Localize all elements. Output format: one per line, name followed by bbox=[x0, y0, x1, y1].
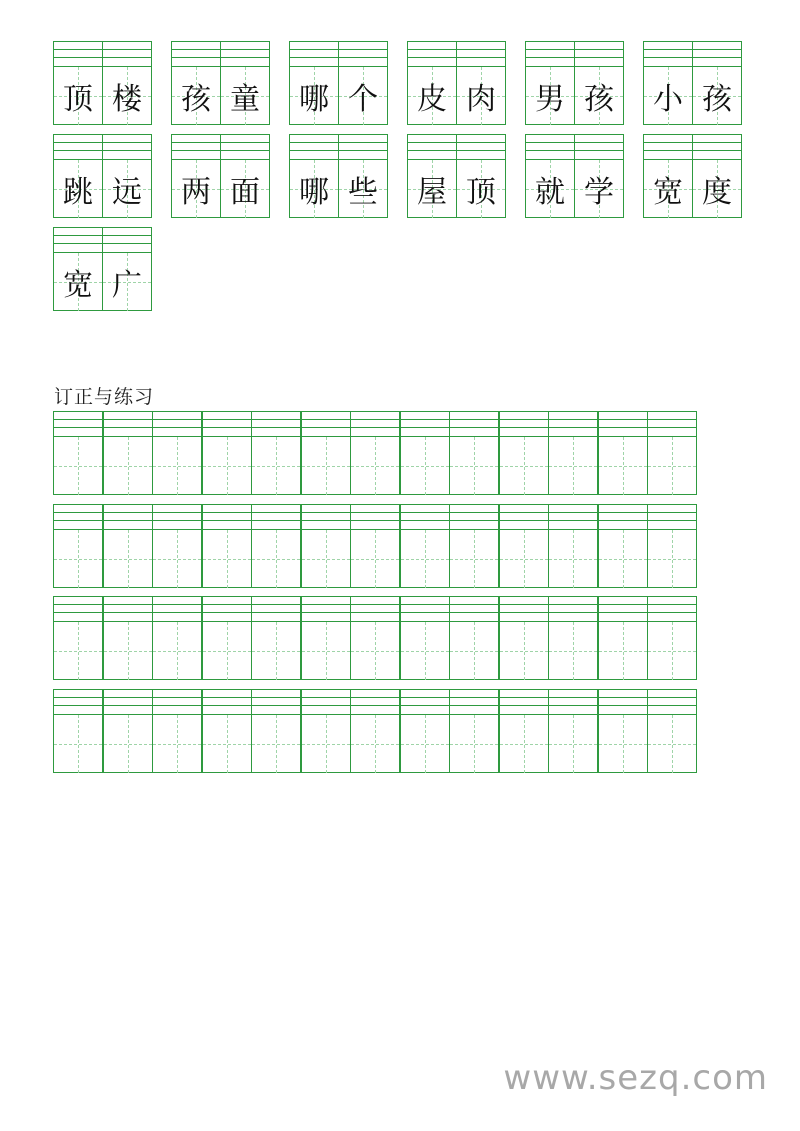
writing-cell[interactable] bbox=[548, 411, 598, 495]
practice-row bbox=[53, 596, 698, 680]
writing-cell bbox=[407, 41, 457, 125]
tianzige-guide bbox=[549, 530, 597, 588]
tianzige-guide bbox=[450, 530, 498, 588]
word-box bbox=[525, 41, 625, 125]
tianzige-guide bbox=[648, 437, 696, 495]
writing-cell[interactable] bbox=[53, 504, 103, 588]
pinyin-lines bbox=[104, 412, 152, 437]
writing-cell bbox=[102, 134, 152, 218]
word-box bbox=[525, 134, 625, 218]
practice-row bbox=[53, 689, 698, 773]
tianzige-guide bbox=[500, 530, 548, 588]
writing-cell[interactable] bbox=[499, 596, 549, 680]
pinyin-lines bbox=[401, 505, 449, 530]
pinyin-lines bbox=[500, 690, 548, 715]
pinyin-lines bbox=[575, 135, 623, 160]
pinyin-lines bbox=[203, 690, 251, 715]
pinyin-lines bbox=[526, 135, 574, 160]
pinyin-lines bbox=[302, 597, 350, 622]
pinyin-lines bbox=[401, 412, 449, 437]
tianzige-guide bbox=[500, 622, 548, 680]
pinyin-lines bbox=[153, 505, 201, 530]
pinyin-lines bbox=[599, 597, 647, 622]
writing-cell[interactable] bbox=[53, 596, 103, 680]
hanzi-character: 皮 bbox=[417, 82, 447, 117]
writing-cell[interactable] bbox=[251, 504, 301, 588]
tianzige-guide bbox=[599, 530, 647, 588]
word-box bbox=[53, 41, 153, 125]
word-box bbox=[171, 134, 271, 218]
pinyin-lines bbox=[302, 412, 350, 437]
hanzi-character: 男 bbox=[535, 82, 565, 117]
tianzige-guide bbox=[203, 530, 251, 588]
tianzige-guide bbox=[302, 715, 350, 773]
pinyin-lines bbox=[104, 597, 152, 622]
pinyin-lines bbox=[339, 135, 387, 160]
writing-cell bbox=[171, 134, 221, 218]
writing-cell[interactable] bbox=[548, 596, 598, 680]
writing-cell[interactable] bbox=[499, 411, 549, 495]
pinyin-lines bbox=[104, 690, 152, 715]
pinyin-lines bbox=[648, 597, 696, 622]
writing-cell bbox=[692, 134, 742, 218]
pinyin-lines bbox=[172, 135, 220, 160]
tianzige-guide bbox=[599, 437, 647, 495]
pinyin-lines bbox=[54, 135, 102, 160]
hanzi-character: 楼 bbox=[112, 82, 142, 117]
tianzige-guide bbox=[54, 715, 102, 773]
writing-cell[interactable] bbox=[301, 411, 351, 495]
hanzi-character: 宽 bbox=[653, 175, 683, 210]
writing-cell[interactable] bbox=[647, 689, 697, 773]
writing-cell[interactable] bbox=[400, 596, 450, 680]
tianzige-guide bbox=[549, 622, 597, 680]
word-box bbox=[643, 41, 743, 125]
hanzi-character: 顶 bbox=[63, 82, 93, 117]
tianzige-guide bbox=[104, 622, 152, 680]
pinyin-lines bbox=[290, 135, 338, 160]
writing-cell[interactable] bbox=[301, 596, 351, 680]
pinyin-lines bbox=[644, 135, 692, 160]
pinyin-lines bbox=[103, 135, 151, 160]
tianzige-guide bbox=[351, 715, 399, 773]
word-box bbox=[643, 134, 743, 218]
writing-cell bbox=[574, 41, 624, 125]
pinyin-lines bbox=[450, 690, 498, 715]
hanzi-character: 跳 bbox=[63, 175, 93, 210]
pinyin-lines bbox=[104, 505, 152, 530]
tianzige-guide bbox=[54, 622, 102, 680]
writing-cell[interactable] bbox=[202, 596, 252, 680]
writing-cell bbox=[643, 41, 693, 125]
pinyin-lines bbox=[351, 505, 399, 530]
writing-cell bbox=[692, 41, 742, 125]
writing-cell[interactable] bbox=[251, 411, 301, 495]
writing-cell[interactable] bbox=[647, 504, 697, 588]
tianzige-guide bbox=[500, 715, 548, 773]
practice-title: 订正与练习 bbox=[54, 386, 155, 408]
writing-cell bbox=[220, 134, 270, 218]
writing-cell[interactable] bbox=[548, 504, 598, 588]
tianzige-guide bbox=[401, 715, 449, 773]
pinyin-lines bbox=[457, 42, 505, 67]
writing-cell bbox=[53, 41, 103, 125]
pinyin-lines bbox=[599, 505, 647, 530]
tianzige-guide bbox=[549, 715, 597, 773]
writing-cell[interactable] bbox=[350, 411, 400, 495]
tianzige-guide bbox=[648, 622, 696, 680]
writing-cell[interactable] bbox=[202, 504, 252, 588]
writing-cell bbox=[171, 41, 221, 125]
hanzi-character: 面 bbox=[230, 175, 260, 210]
tianzige-guide bbox=[252, 622, 300, 680]
writing-cell[interactable] bbox=[202, 689, 252, 773]
pinyin-lines bbox=[252, 505, 300, 530]
writing-cell[interactable] bbox=[400, 689, 450, 773]
writing-cell bbox=[289, 134, 339, 218]
tianzige-guide bbox=[302, 437, 350, 495]
tianzige-guide bbox=[302, 622, 350, 680]
pinyin-lines bbox=[252, 597, 300, 622]
writing-cell bbox=[53, 134, 103, 218]
writing-cell bbox=[53, 227, 103, 311]
pinyin-lines bbox=[450, 597, 498, 622]
writing-cell bbox=[338, 134, 388, 218]
pinyin-lines bbox=[644, 42, 692, 67]
hanzi-character: 童 bbox=[230, 82, 260, 117]
hanzi-character: 孩 bbox=[584, 82, 614, 117]
pinyin-lines bbox=[549, 505, 597, 530]
pinyin-lines bbox=[408, 135, 456, 160]
writing-cell[interactable] bbox=[103, 596, 153, 680]
writing-cell[interactable] bbox=[152, 411, 202, 495]
writing-cell bbox=[525, 41, 575, 125]
writing-cell bbox=[102, 227, 152, 311]
pinyin-lines bbox=[457, 135, 505, 160]
hanzi-character: 哪 bbox=[299, 175, 329, 210]
pinyin-lines bbox=[54, 412, 102, 437]
pinyin-lines bbox=[450, 505, 498, 530]
pinyin-lines bbox=[221, 42, 269, 67]
tianzige-guide bbox=[599, 715, 647, 773]
writing-cell[interactable] bbox=[449, 504, 499, 588]
writing-cell bbox=[407, 134, 457, 218]
writing-cell[interactable] bbox=[400, 411, 450, 495]
writing-cell[interactable] bbox=[598, 689, 648, 773]
pinyin-lines bbox=[54, 228, 102, 253]
word-box bbox=[53, 134, 153, 218]
writing-cell bbox=[525, 134, 575, 218]
pinyin-lines bbox=[500, 412, 548, 437]
pinyin-lines bbox=[339, 42, 387, 67]
pinyin-lines bbox=[526, 42, 574, 67]
hanzi-character: 宽 bbox=[63, 268, 93, 303]
pinyin-lines bbox=[54, 42, 102, 67]
pinyin-lines bbox=[302, 690, 350, 715]
tianzige-guide bbox=[351, 530, 399, 588]
practice-row bbox=[53, 411, 698, 495]
hanzi-character: 孩 bbox=[702, 82, 732, 117]
pinyin-lines bbox=[290, 42, 338, 67]
tianzige-guide bbox=[252, 715, 300, 773]
writing-cell[interactable] bbox=[499, 504, 549, 588]
writing-cell bbox=[456, 134, 506, 218]
writing-cell[interactable] bbox=[598, 504, 648, 588]
writing-cell[interactable] bbox=[350, 689, 400, 773]
tianzige-guide bbox=[104, 715, 152, 773]
writing-cell[interactable] bbox=[350, 504, 400, 588]
writing-cell[interactable] bbox=[598, 411, 648, 495]
tianzige-guide bbox=[401, 622, 449, 680]
pinyin-lines bbox=[575, 42, 623, 67]
pinyin-lines bbox=[401, 597, 449, 622]
pinyin-lines bbox=[693, 42, 741, 67]
writing-cell[interactable] bbox=[647, 596, 697, 680]
hanzi-character: 顶 bbox=[466, 175, 496, 210]
tianzige-guide bbox=[500, 437, 548, 495]
writing-cell[interactable] bbox=[251, 596, 301, 680]
writing-cell[interactable] bbox=[152, 689, 202, 773]
tianzige-guide bbox=[401, 437, 449, 495]
pinyin-lines bbox=[500, 597, 548, 622]
word-box bbox=[171, 41, 271, 125]
writing-cell bbox=[456, 41, 506, 125]
tianzige-guide bbox=[351, 437, 399, 495]
tianzige-guide bbox=[549, 437, 597, 495]
tianzige-guide bbox=[302, 530, 350, 588]
hanzi-character: 些 bbox=[348, 175, 378, 210]
tianzige-guide bbox=[203, 622, 251, 680]
writing-cell[interactable] bbox=[53, 411, 103, 495]
tianzige-guide bbox=[648, 715, 696, 773]
pinyin-lines bbox=[351, 690, 399, 715]
pinyin-lines bbox=[549, 412, 597, 437]
tianzige-guide bbox=[54, 437, 102, 495]
tianzige-guide bbox=[401, 530, 449, 588]
pinyin-lines bbox=[648, 412, 696, 437]
writing-cell[interactable] bbox=[449, 596, 499, 680]
writing-cell[interactable] bbox=[449, 411, 499, 495]
writing-cell bbox=[338, 41, 388, 125]
writing-cell[interactable] bbox=[301, 689, 351, 773]
pinyin-lines bbox=[203, 597, 251, 622]
word-box bbox=[289, 134, 389, 218]
hanzi-character: 哪 bbox=[299, 82, 329, 117]
writing-cell[interactable] bbox=[449, 689, 499, 773]
tianzige-guide bbox=[104, 437, 152, 495]
hanzi-character: 小 bbox=[653, 82, 683, 117]
pinyin-lines bbox=[252, 690, 300, 715]
pinyin-lines bbox=[693, 135, 741, 160]
pinyin-lines bbox=[599, 412, 647, 437]
pinyin-lines bbox=[103, 228, 151, 253]
writing-cell bbox=[220, 41, 270, 125]
tianzige-guide bbox=[599, 622, 647, 680]
tianzige-guide bbox=[104, 530, 152, 588]
pinyin-lines bbox=[401, 690, 449, 715]
pinyin-lines bbox=[302, 505, 350, 530]
hanzi-character: 学 bbox=[584, 175, 614, 210]
tianzige-guide bbox=[450, 622, 498, 680]
tianzige-guide bbox=[153, 622, 201, 680]
pinyin-lines bbox=[221, 135, 269, 160]
tianzige-guide bbox=[252, 530, 300, 588]
pinyin-lines bbox=[408, 42, 456, 67]
pinyin-lines bbox=[549, 597, 597, 622]
hanzi-character: 就 bbox=[535, 175, 565, 210]
tianzige-guide bbox=[153, 715, 201, 773]
pinyin-lines bbox=[648, 505, 696, 530]
pinyin-lines bbox=[351, 412, 399, 437]
writing-cell[interactable] bbox=[647, 411, 697, 495]
pinyin-lines bbox=[153, 412, 201, 437]
writing-cell[interactable] bbox=[202, 411, 252, 495]
pinyin-lines bbox=[252, 412, 300, 437]
pinyin-lines bbox=[103, 42, 151, 67]
pinyin-lines bbox=[54, 597, 102, 622]
pinyin-lines bbox=[549, 690, 597, 715]
pinyin-lines bbox=[500, 505, 548, 530]
tianzige-guide bbox=[203, 715, 251, 773]
hanzi-character: 远 bbox=[112, 175, 142, 210]
writing-cell[interactable] bbox=[251, 689, 301, 773]
pinyin-lines bbox=[648, 690, 696, 715]
tianzige-guide bbox=[153, 437, 201, 495]
hanzi-character: 孩 bbox=[181, 82, 211, 117]
pinyin-lines bbox=[599, 690, 647, 715]
pinyin-lines bbox=[172, 42, 220, 67]
pinyin-lines bbox=[153, 690, 201, 715]
tianzige-guide bbox=[54, 530, 102, 588]
writing-cell[interactable] bbox=[350, 596, 400, 680]
writing-cell bbox=[102, 41, 152, 125]
hanzi-character: 度 bbox=[702, 175, 732, 210]
pinyin-lines bbox=[153, 597, 201, 622]
hanzi-character: 肉 bbox=[466, 82, 496, 117]
pinyin-lines bbox=[54, 505, 102, 530]
tianzige-guide bbox=[648, 530, 696, 588]
writing-cell[interactable] bbox=[103, 411, 153, 495]
tianzige-guide bbox=[450, 437, 498, 495]
tianzige-guide bbox=[203, 437, 251, 495]
writing-cell[interactable] bbox=[53, 689, 103, 773]
word-box bbox=[53, 227, 153, 311]
pinyin-lines bbox=[203, 505, 251, 530]
pinyin-lines bbox=[203, 412, 251, 437]
writing-cell[interactable] bbox=[548, 689, 598, 773]
hanzi-character: 广 bbox=[112, 268, 142, 303]
tianzige-guide bbox=[351, 622, 399, 680]
pinyin-lines bbox=[351, 597, 399, 622]
tianzige-guide bbox=[153, 530, 201, 588]
pinyin-lines bbox=[450, 412, 498, 437]
tianzige-guide bbox=[252, 437, 300, 495]
writing-cell[interactable] bbox=[400, 504, 450, 588]
writing-cell[interactable] bbox=[152, 504, 202, 588]
pinyin-lines bbox=[54, 690, 102, 715]
writing-cell[interactable] bbox=[152, 596, 202, 680]
watermark: www.sezq.com bbox=[503, 1058, 768, 1098]
word-box bbox=[407, 134, 507, 218]
tianzige-guide bbox=[450, 715, 498, 773]
writing-cell bbox=[574, 134, 624, 218]
word-box bbox=[289, 41, 389, 125]
writing-cell[interactable] bbox=[301, 504, 351, 588]
writing-cell[interactable] bbox=[598, 596, 648, 680]
writing-cell bbox=[289, 41, 339, 125]
writing-cell bbox=[643, 134, 693, 218]
hanzi-character: 两 bbox=[181, 175, 211, 210]
word-box bbox=[407, 41, 507, 125]
writing-cell[interactable] bbox=[103, 504, 153, 588]
hanzi-character: 个 bbox=[348, 82, 378, 117]
practice-row bbox=[53, 504, 698, 588]
hanzi-character: 屋 bbox=[417, 175, 447, 210]
writing-cell[interactable] bbox=[103, 689, 153, 773]
writing-cell[interactable] bbox=[499, 689, 549, 773]
